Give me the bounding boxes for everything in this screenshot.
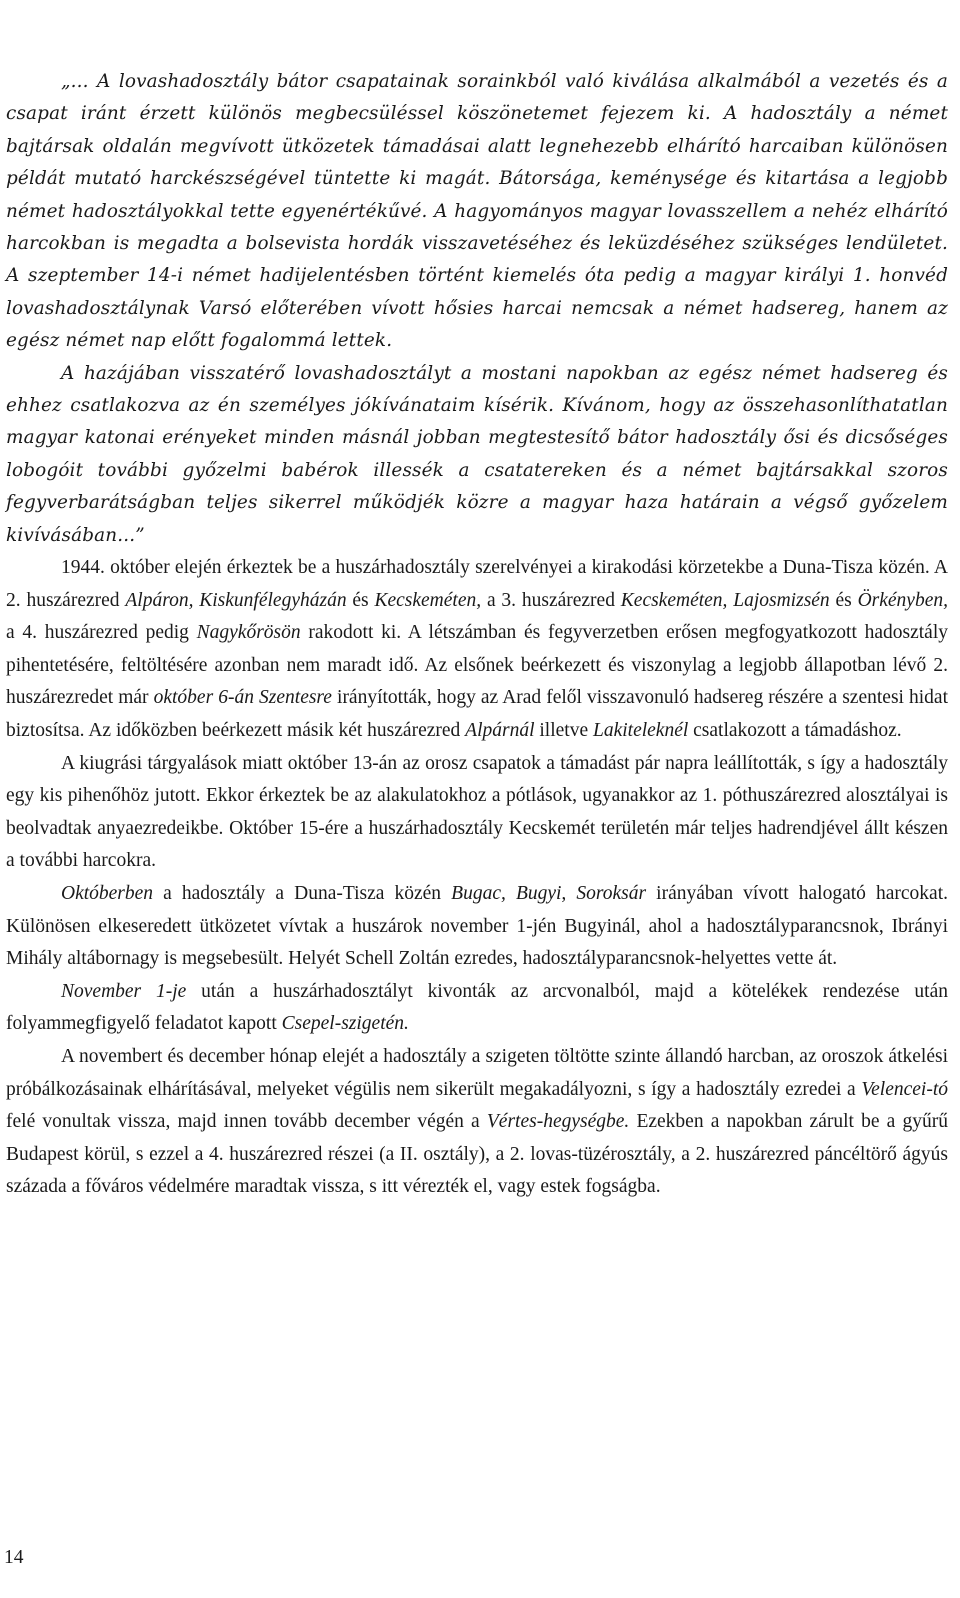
text-run: felé vonultak vissza, majd innen tovább december végén a: [6, 1111, 487, 1133]
text-run: rakodott ki. A létszámban és fegyverzetben erősen megfogyatkozott hadosztály pihentetésére, feltöltésére azonban nem maradt idő. Az elsőnek beérkezett és viszonylag a legjobb állapotban lévő 2. huszárezredet már: [6, 622, 948, 709]
text-run: irányában vívott halogató harcokat. Különösen elkeseredett ütközetet vívtak a huszárok november 1-jén Bugyinál, ahol a hadosztályparancsnok, Ibrányi Mihály altábornagy is megsebesült. Helyét Schell Zoltán ezredes, hadosztályparancsnok-helyettes vette át.: [6, 883, 948, 970]
place-name: Csepel-szigetén.: [281, 1013, 409, 1035]
place-name: Alpáron, Kiskunfélegyházán: [125, 589, 347, 611]
body-paragraph-2: A kiugrási tárgyalások miatt október 13-án az orosz csapatok a támadást pár napra leállították, s így a hadosztály egy kis pihenőhöz jutott. Ekkor érkeztek be az alakulatokhoz a pótlások, ugyanakkor az 1. póthuszárezred alosztályai is beolvadtak anyaezredeikbe. Október 15-ére a huszárhadosztály Kecskemét területén már teljes hadrendjével állt készen a további harcokra.: [6, 752, 948, 872]
place-name: Örkényben,: [857, 589, 948, 611]
text-run: irányították, hogy az Arad felől visszavonuló hadsereg részére a szentesi hidat biztosítsa. Az időközben beérkezett másik két huszárezred: [6, 687, 948, 742]
place-name: Velencei-tó: [861, 1078, 948, 1100]
text-run: a 4. huszárezred pedig: [6, 622, 197, 644]
text-run: illetve: [534, 720, 593, 742]
text-run: Ezekben a napokban zárult be a gyűrű Budapest körül, s ezzel a 4. huszárezred részei (a II. osztály), a 2. lovas-tüzérosztály, a 2. huszárezred páncéltörő ágyús százada a főváros védelmére maradtak vissza, s itt vérezték el, vagy estek fogságba.: [6, 1111, 949, 1198]
body-text: [6, 552, 948, 1204]
body-paragraph-1: [6, 552, 948, 748]
body-paragraph-5: [6, 1041, 948, 1204]
date-term: November 1-je: [61, 980, 187, 1002]
quoted-letter: [6, 66, 948, 552]
place-name: Nagykőrösön: [196, 622, 301, 644]
place-name: Bugac, Bugyi, Soroksár: [451, 883, 647, 905]
text-run: után a huszárhadosztályt kivonták az arcvonalból, majd a kötelékek rendezése után folyammegfigyelő feladatot kapott: [6, 980, 948, 1035]
text-run: csatlakozott a támadáshoz.: [688, 720, 902, 742]
page-number: 14: [4, 1547, 24, 1568]
text-run: 1944. október elején érkeztek be a huszárhadosztály szerelvényei a kirakodási körzetekbe a Duna-Tisza közén. A 2. huszárezred: [6, 557, 948, 611]
text-run: a hadosztály a Duna-Tisza közén: [153, 883, 452, 905]
text-run: A novembert és december hónap elejét a hadosztály a szigeten töltötte szinte állandó harcban, az oroszok átkelési próbálkozásainak elhárításával, melyeket végülis nem sikerült megakadályozni, s így a hadosztály ezredei a: [6, 1046, 948, 1100]
place-name: Kecskeméten,: [374, 589, 482, 611]
place-name: Lakiteleknél: [592, 720, 689, 742]
quote-paragraph-2: A hazájában visszatérő lovashadosztályt a mostani napokban az egész német hadsereg és ehhez csatlakozva az én személyes jókívánataim kísérik. Kívánom, hogy az összehasonlíthatatlan magyar katonai erényeket minden másnál jobban megtestesítő bátor hadosztály ősi és dicsőséges lobogóit további győzelmi babérok illessék a csatatereken és a német bajtársakkal szoros fegyverbarátságban teljes sikerrel működjék közre a magyar haza határain a végső győzelem kivívásában...”: [6, 362, 948, 546]
text-run: és: [346, 589, 375, 611]
text-block: [0, 66, 948, 1204]
place-name: Alpárnál: [465, 720, 535, 742]
place-name: Kecskeméten, Lajosmizsén: [620, 589, 830, 611]
date-place: október 6-án Szentesre: [153, 687, 332, 709]
text-run: a 3. huszárezred: [481, 589, 621, 611]
date-term: Októberben: [61, 883, 154, 905]
text-run: és: [829, 589, 858, 611]
body-paragraph-3: [6, 878, 948, 976]
place-name: Vértes-hegységbe.: [486, 1111, 630, 1133]
body-paragraph-4: [6, 976, 948, 1041]
quote-paragraph-1: „... A lovashadosztály bátor csapatainak sorainkból való kiválása alkalmából a vezetés és a csapat iránt érzett különös megbecsüléssel köszönetemet fejezem ki. A hadosztály a német bajtársak oldalán megvívott ütközetek támadásai alatt legnehezebb elhárító harcaiban különösen példát mutató harckészségével tüntette ki magát. Bátorsága, keménysége és kitartása a legjobb német hadosztályokkal tette egyenértékűvé. A hagyományos magyar lovasszellem a nehéz elhárító harcokban is megadta a bolsevista hordák visszavetéséhez és leküzdéséhez szükséges lendületet. A szeptember 14-i német hadijelentésben történt kiemelés óta pedig a magyar királyi 1. honvéd lovashadosztálynak Varsó előterében vívott hősies harcai nemcsak a német hadsereg, hanem az egész német nap előtt fogalommá lettek.: [6, 71, 948, 352]
